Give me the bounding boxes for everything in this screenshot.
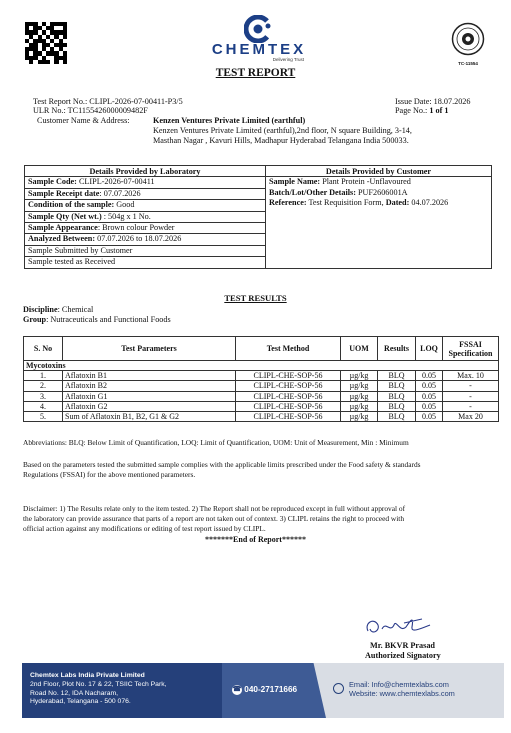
customer-label: Customer Name & Address: (37, 116, 130, 125)
page-value: 1 of 1 (429, 106, 449, 115)
row-uom: µg/kg (341, 381, 378, 391)
lab-detail-row (25, 234, 265, 245)
lab-detail-label: Analyzed Between: (28, 234, 96, 244)
row-spec: - (443, 381, 499, 391)
customer-details-heading: Details Provided by Customer (266, 166, 492, 177)
customer-name: Kenzen Ventures Private Limited (earthful) (153, 116, 306, 125)
chemtex-logo-icon (244, 15, 274, 43)
row-method: CLIPL-CHE-SOP-56 (236, 381, 341, 391)
customer-detail-label: Sample Name: (269, 177, 321, 187)
lab-detail-row (25, 189, 265, 200)
customer-detail-value: PUF2606001A (355, 187, 408, 197)
row-method: CLIPL-CHE-SOP-56 (236, 391, 341, 401)
customer-detail-label: Reference: (269, 198, 307, 208)
row-result: BLQ (378, 381, 416, 391)
footer-email[interactable]: Email: Info@chemtexlabs.com (349, 680, 449, 689)
row-loq: 0.05 (416, 371, 443, 381)
details-table (24, 165, 492, 269)
footer-address-line: 2nd Floor, Plot No. 17 & 22, TSIIC Tech Park, (30, 680, 167, 688)
row-spec: Max 20 (443, 411, 499, 421)
row-parameter: Sum of Aflatoxin B1, B2, G1 & G2 (63, 411, 236, 421)
row-parameter: Aflatoxin G2 (63, 401, 236, 411)
lab-detail-row (25, 246, 265, 257)
group-value: : Nutraceuticals and Functional Foods (46, 315, 171, 324)
discipline-value: : Chemical (57, 305, 94, 314)
lab-detail-row (25, 257, 265, 267)
column-header: S. No (24, 337, 63, 361)
customer-detail-value: Plant Protein -Unflavoured (320, 177, 411, 187)
end-of-report: *******End of Report****** (205, 535, 306, 544)
footer-phone (232, 685, 297, 695)
section-label: Mycotoxins (24, 361, 499, 371)
column-header: Results (378, 337, 416, 361)
column-header: Test Parameters (63, 337, 236, 361)
discipline (23, 305, 93, 315)
signatory-title: Authorized Signatory (365, 651, 441, 660)
page-label: Page No.: (395, 106, 430, 115)
lab-detail-value: Good (114, 200, 135, 210)
lab-detail-value: : Brown colour Powder (97, 222, 175, 232)
lab-detail-label: Sample Code: (28, 177, 79, 187)
customer-address-1: Kenzen Ventures Private Limited (earthful),2nd floor, N square Building, 3-14, (153, 126, 412, 135)
row-method: CLIPL-CHE-SOP-56 (236, 401, 341, 411)
row-result: BLQ (378, 401, 416, 411)
footer-company: Chemtex Labs India Private Limited (30, 672, 145, 679)
lab-detail-value: Sample tested as Received (28, 257, 116, 267)
row-loq: 0.05 (416, 391, 443, 401)
row-spec: Max. 10 (443, 371, 499, 381)
row-loq: 0.05 (416, 411, 443, 421)
page-title: TEST REPORT (215, 67, 296, 79)
results-table (23, 336, 499, 422)
footer-contact (349, 680, 455, 698)
lab-detail-row (25, 223, 265, 234)
row-loq: 0.05 (416, 401, 443, 411)
lab-detail-label: Condition of the sample: (28, 200, 115, 210)
customer-detail-value: Test Requisition Form, (306, 198, 386, 208)
customer-detail-row (269, 188, 488, 198)
footer-website[interactable]: Website: www.chemtexlabs.com (349, 689, 455, 698)
row-parameter: Aflatoxin G1 (63, 391, 236, 401)
lab-detail-label: Sample Receipt date (28, 188, 100, 198)
abbreviations: Abbreviations: BLQ: Below Limit of Quantification, LOQ: Limit of Quantification, UOM: Unit of Measurement, Min : Minimum (23, 438, 409, 447)
lab-detail-row (25, 212, 265, 223)
disclaimer-line-3: official action against any modifications or editing of test report issued by CLIPL. (23, 524, 266, 533)
tc-code: TC-11554 (458, 61, 478, 66)
customer-detail-row (269, 177, 488, 187)
lab-details-heading: Details Provided by Laboratory (25, 166, 266, 177)
discipline-label: Discipline (23, 305, 58, 314)
customer-address-2: Masthan Nagar , Kavuri Hills, Madhapur Hyderabad Telangana India 500033. (153, 136, 409, 145)
table-row (24, 371, 499, 381)
lab-detail-value: CLIPL-2026-07-00411 (78, 177, 155, 187)
row-method: CLIPL-CHE-SOP-56 (236, 371, 341, 381)
group (23, 315, 171, 325)
section-row (24, 361, 499, 371)
lab-detail-row (25, 200, 265, 211)
lab-detail-row (25, 177, 265, 188)
footer-address (30, 672, 167, 707)
row-parameter: Aflatoxin B2 (63, 381, 236, 391)
customer-detail-value: 04.07.2026 (409, 198, 449, 208)
row-uom: µg/kg (341, 411, 378, 421)
row-sno: 1. (24, 371, 63, 381)
chemtex-logo (200, 15, 318, 65)
lab-detail-value: : 504g x 1 No. (101, 211, 151, 221)
phone-number[interactable]: 040-27171666 (244, 685, 298, 695)
disclaimer-line-1: Disclaimer: 1) The Results relate only to the item tested. 2) The Report shall not be reproduced except in full without approval of (23, 504, 406, 513)
customer-details-cell (266, 177, 492, 268)
row-spec: - (443, 391, 499, 401)
row-uom: µg/kg (341, 391, 378, 401)
page-number (395, 106, 448, 116)
customer-detail-label: Batch/Lot/Other Details: (269, 187, 356, 197)
footer-address-line: Hyderabad, Telangana - 500 076. (30, 698, 131, 706)
brand-tagline: Delivering Trust (272, 57, 304, 62)
table-row (24, 401, 499, 411)
signatory-name: Mr. BKVR Prasad (370, 641, 435, 650)
column-header: FSSAI Specification (443, 337, 499, 361)
ulr-no: ULR No.: TC1155426000009482F (33, 106, 148, 115)
row-uom: µg/kg (341, 371, 378, 381)
test-report-no: Test Report No.: CLIPL-2026-07-00411-P3/5 (33, 97, 183, 106)
lab-detail-label: Sample Qty (Net wt.) (28, 211, 102, 221)
results-header-row (24, 337, 499, 361)
results-heading: TEST RESULTS (224, 293, 287, 303)
footer-address-line: Road No. 12, IDA Nacharam, (30, 689, 119, 697)
row-loq: 0.05 (416, 381, 443, 391)
row-spec: - (443, 401, 499, 411)
table-row (24, 391, 499, 401)
row-result: BLQ (378, 371, 416, 381)
nabl-seal (451, 22, 485, 66)
nabl-seal-icon (451, 22, 485, 56)
column-header: LOQ (416, 337, 443, 361)
column-header: UOM (341, 337, 378, 361)
row-sno: 5. (24, 411, 63, 421)
row-result: BLQ (378, 391, 416, 401)
phone-icon: ☎ (232, 686, 242, 693)
row-parameter: Aflatoxin B1 (63, 371, 236, 381)
row-sno: 2. (24, 381, 63, 391)
brand-name: CHEMTEX (211, 41, 307, 58)
disclaimer-line-2: the laboratory can provide assurance that parts of a report are not taken out of context. 3) CLIPL retains the right to proceed with (23, 514, 405, 523)
row-result: BLQ (378, 411, 416, 421)
table-row (24, 381, 499, 391)
group-label: Group (23, 315, 47, 324)
compliance-line-1: Based on the parameters tested the submitted sample complies with the applicable limits prescribed under the Food safety & standards (23, 460, 421, 469)
lab-details-cell (25, 177, 266, 268)
row-method: CLIPL-CHE-SOP-56 (236, 411, 341, 421)
table-row (24, 411, 499, 421)
lab-detail-label: Sample Appearance (28, 222, 98, 232)
column-header: Test Method (236, 337, 341, 361)
lab-detail-value: : 07.07.2026 (99, 188, 141, 198)
customer-detail-row (269, 198, 488, 208)
row-sno: 4. (24, 401, 63, 411)
qr-code-icon (25, 22, 67, 64)
customer-detail-label: Dated: (385, 198, 410, 208)
issue-date: Issue Date: 18.07.2026 (395, 97, 471, 106)
compliance-line-2: Regulations (FSSAI) for the above mentioned parameters. (23, 470, 196, 479)
row-sno: 3. (24, 391, 63, 401)
row-uom: µg/kg (341, 401, 378, 411)
email-icon (333, 683, 344, 694)
lab-detail-value: Sample Submitted by Customer (28, 245, 133, 255)
signature (360, 613, 440, 639)
lab-detail-value: 07.07.2026 to 18.07.2026 (95, 234, 182, 244)
